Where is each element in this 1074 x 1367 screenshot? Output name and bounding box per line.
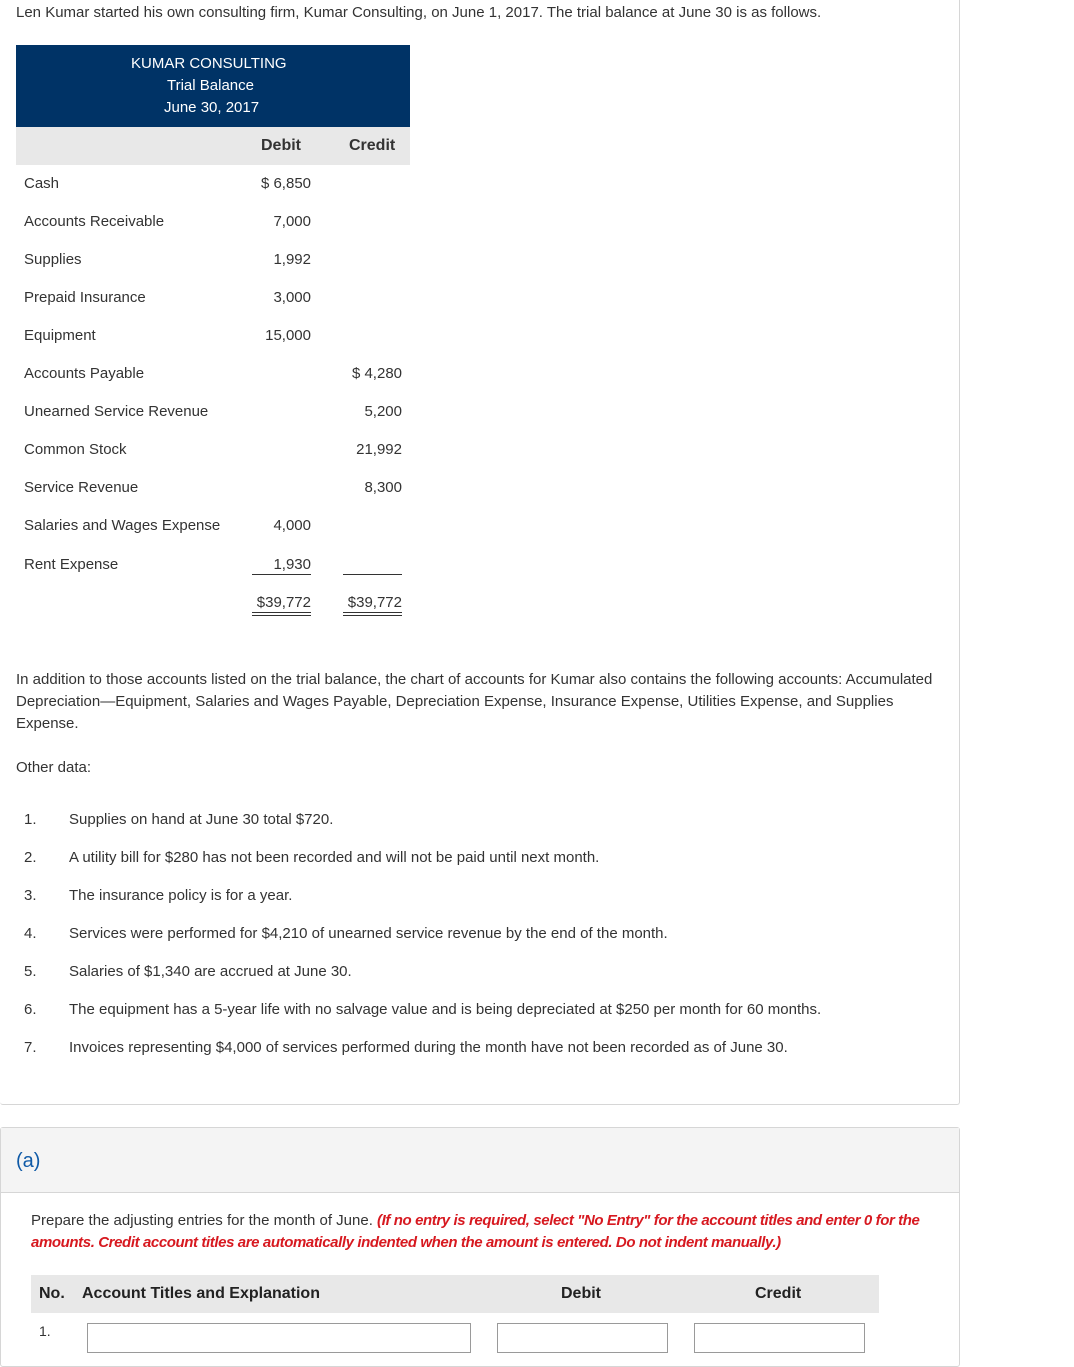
item-text: A utility bill for $280 has not been recorded and will not be paid until next month. <box>69 849 600 866</box>
credit-double-underline <box>343 612 402 616</box>
instructions <box>31 1210 931 1254</box>
journal-header <box>31 1275 879 1313</box>
part-a-card <box>0 1127 960 1367</box>
credit-column-header: Credit <box>755 1285 802 1302</box>
item-text: Supplies on hand at June 30 total $720. <box>69 811 334 828</box>
statement-title: Trial Balance <box>167 77 254 94</box>
debit-amount: 4,000 <box>273 517 311 534</box>
total-credit: $39,772 <box>347 594 402 611</box>
debit-amount: 3,000 <box>273 289 311 306</box>
debit-amount: 7,000 <box>273 213 311 230</box>
trial-balance-row <box>16 478 410 498</box>
trial-balance <box>16 45 410 165</box>
additional-accounts-text: In addition to those accounts listed on the trial balance, the chart of accounts for Kumar also contains the following accounts: Accumulated Depreciation—Equipment, Salaries and Wages Payable, Depreciation Expense, Insurance Expense, Utilities Expense, and Supplies Expense. <box>16 671 933 732</box>
debit-double-underline <box>252 612 311 616</box>
trial-balance-header <box>16 45 410 127</box>
item-text: Invoices representing $4,000 of services performed during the month have not been recorded as of June 30. <box>69 1039 788 1056</box>
item-text: Services were performed for $4,210 of unearned service revenue by the end of the month. <box>69 925 668 942</box>
debit-amount: 15,000 <box>265 327 311 344</box>
company-name: KUMAR CONSULTING <box>131 55 287 72</box>
account-name: Unearned Service Revenue <box>24 403 209 420</box>
trial-balance-row <box>16 212 410 232</box>
account-name: Service Revenue <box>24 479 139 496</box>
item-number: 6. <box>24 1001 37 1018</box>
item-number: 7. <box>24 1039 37 1056</box>
credit-column-header: Credit <box>349 137 396 154</box>
credit-amount: $ 4,280 <box>351 365 402 382</box>
item-number: 5. <box>24 963 37 980</box>
account-name: Accounts Payable <box>24 365 145 382</box>
column-header-row <box>16 127 410 165</box>
statement-date: June 30, 2017 <box>164 99 260 116</box>
credit-underline <box>343 574 402 575</box>
trial-balance-row <box>16 555 410 575</box>
trial-balance-row <box>16 326 410 346</box>
item-number: 2. <box>24 849 37 866</box>
trial-balance-row <box>16 516 410 536</box>
other-data-label: Other data: <box>16 759 92 776</box>
account-name: Rent Expense <box>24 556 119 573</box>
account-name: Common Stock <box>24 441 127 458</box>
account-name: Equipment <box>24 327 96 344</box>
account-name: Cash <box>24 175 60 192</box>
trial-balance-row <box>16 440 410 460</box>
credit-amount: 5,200 <box>364 403 402 420</box>
debit-underline <box>252 574 311 575</box>
item-text: The insurance policy is for a year. <box>69 887 293 904</box>
trial-balance-row <box>16 174 410 194</box>
debit-column-header: Debit <box>261 137 301 154</box>
credit-amount-input[interactable] <box>694 1323 865 1353</box>
account-name: Salaries and Wages Expense <box>24 517 221 534</box>
trial-balance-row <box>16 402 410 422</box>
debit-amount: 1,930 <box>273 556 311 573</box>
credit-amount: 8,300 <box>364 479 402 496</box>
trial-balance-row <box>16 364 410 384</box>
part-a-label: (a) <box>16 1150 41 1172</box>
debit-amount: $ 6,850 <box>260 175 311 192</box>
instruction-text: Prepare the adjusting entries for the month of June. <box>31 1212 373 1229</box>
account-title-input[interactable] <box>87 1323 471 1353</box>
item-number: 4. <box>24 925 37 942</box>
total-debit: $39,772 <box>256 594 311 611</box>
debit-column-header: Debit <box>561 1285 601 1302</box>
debit-amount: 1,992 <box>273 251 311 268</box>
no-column-header: No. <box>39 1285 65 1302</box>
trial-balance-row <box>16 250 410 270</box>
item-text: Salaries of $1,340 are accrued at June 30. <box>69 963 352 980</box>
trial-balance-row <box>16 288 410 308</box>
account-titles-column-header: Account Titles and Explanation <box>82 1285 320 1302</box>
item-text: The equipment has a 5-year life with no salvage value and is being depreciated at $250 per month for 60 months. <box>69 1001 822 1018</box>
item-number: 3. <box>24 887 37 904</box>
account-name: Supplies <box>24 251 82 268</box>
intro-text: Len Kumar started his own consulting firm, Kumar Consulting, on June 1, 2017. The trial balance at June 30 is as follows. <box>16 4 822 21</box>
credit-amount: 21,992 <box>356 441 402 458</box>
account-name: Prepaid Insurance <box>24 289 146 306</box>
debit-amount-input[interactable] <box>497 1323 668 1353</box>
totals-row <box>16 593 410 613</box>
instruction-note: (If no entry is required, select "No Entry" for the account titles and enter 0 for the amounts. Credit account titles are automatically indented when the amount is entered. Do not indent manually.) <box>31 1212 920 1251</box>
item-number: 1. <box>24 811 37 828</box>
part-a-header <box>1 1128 959 1193</box>
account-name: Accounts Receivable <box>24 213 165 230</box>
entry-number: 1. <box>39 1323 51 1339</box>
